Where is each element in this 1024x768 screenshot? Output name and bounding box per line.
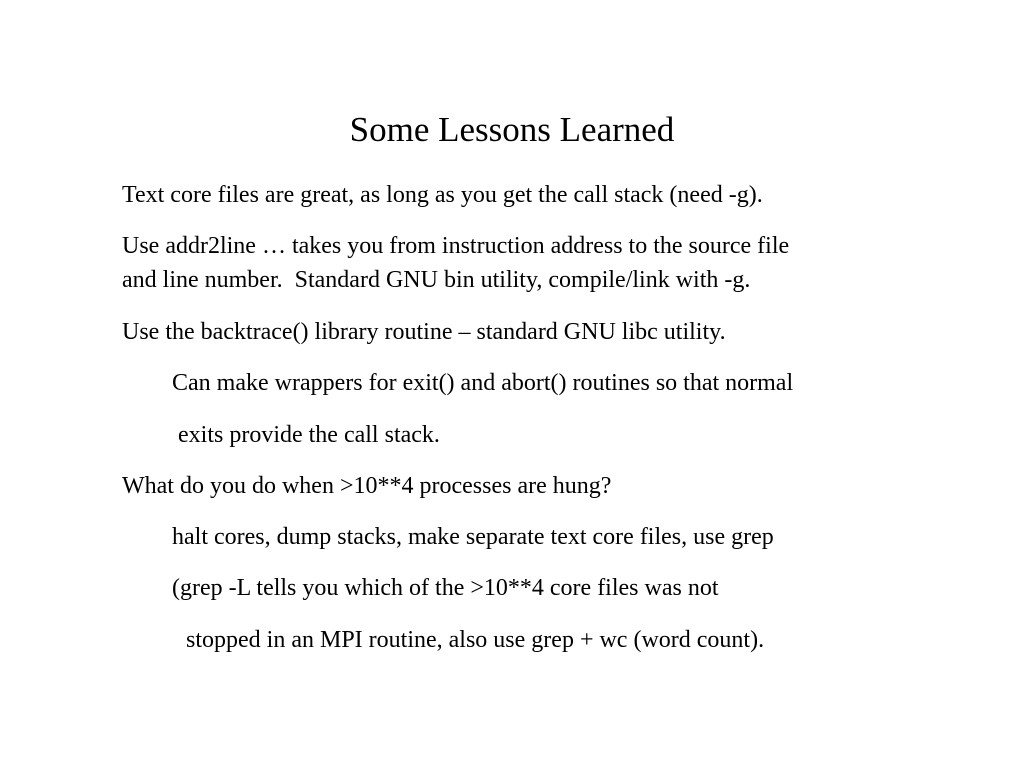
slide-title: Some Lessons Learned [349,110,675,149]
text-line-addr2line-cont: and line number. Standard GNU bin utility, compile/link with -g. [122,267,751,293]
text-line-backtrace: Use the backtrace() library routine – standard GNU libc utility. [122,319,726,345]
text-line-grep-wc: stopped in an MPI routine, also use grep + wc (word count). [186,627,765,653]
text-line-wrappers-cont: exits provide the call stack. [172,422,440,448]
text-line-halt-cores: halt cores, dump stacks, make separate text core files, use grep [172,524,774,550]
text-line-hung-question: What do you do when >10**4 processes are hung? [122,473,612,499]
text-line-addr2line: Use addr2line … takes you from instruction address to the source file [122,233,790,259]
text-line-wrappers: Can make wrappers for exit() and abort() routines so that normal [172,370,794,396]
text-line-grep-L: (grep -L tells you which of the >10**4 core files was not [172,575,719,601]
text-line-core-files: Text core files are great, as long as you get the call stack (need -g). [122,182,763,208]
